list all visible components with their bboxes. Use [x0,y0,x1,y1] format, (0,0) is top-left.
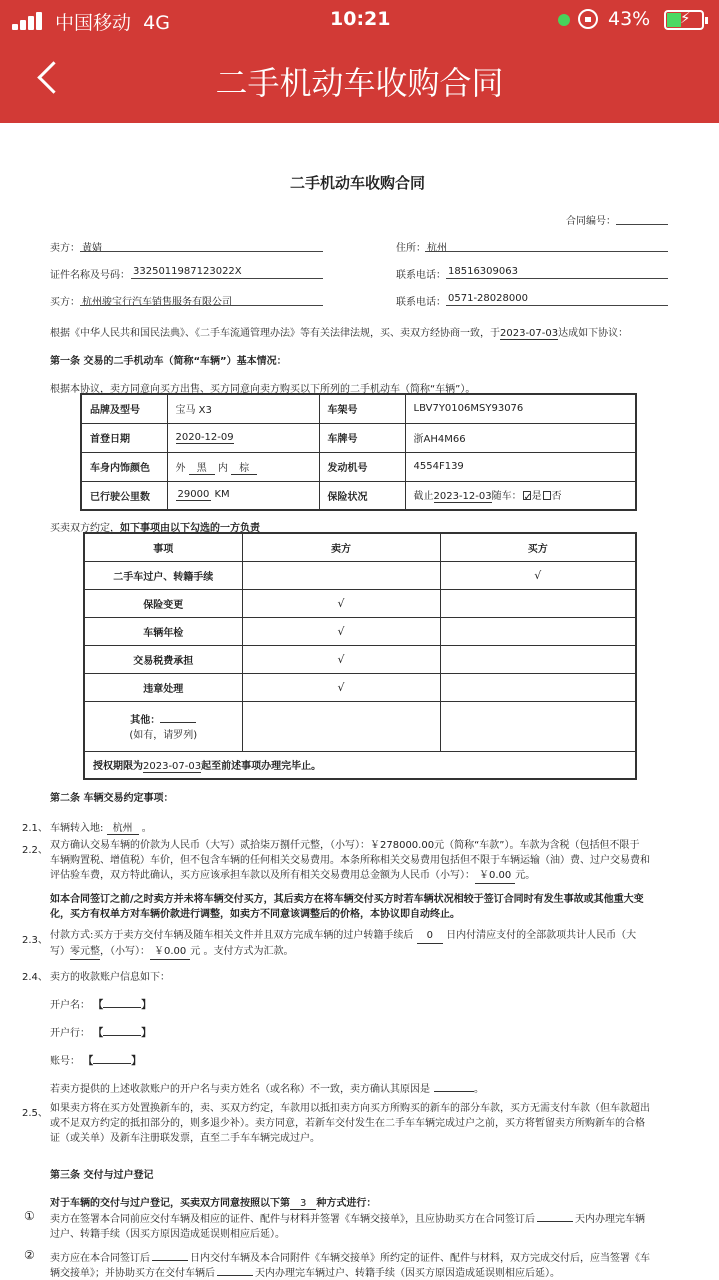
buyer-phone: 0571-28028000 [448,293,528,304]
article-2-title: 第二条 车辆交易约定事项： [50,793,174,804]
account-number-field: 账号： 【 】 [50,1056,142,1067]
account-note: 若卖方提供的上述收款账户的开户名与卖方姓名（或名称）不一致，卖方确认其原因是 。 [50,1084,484,1095]
clock: 10:21 [330,8,391,30]
signal-icon [12,12,48,30]
battery-percent: 43% [608,8,651,30]
account-bank-field: 开户行： 【 】 [50,1028,152,1039]
article-3-title: 第三条 交付与过户登记 [50,1170,154,1181]
clause-2-2: 双方确认交易车辆的价款为人民币（大写）贰拾柒万捌仟元整，（小写）：￥278000.00元（简称“车款”）。车款为含税（包括但不限于 车辆购置税、增值税）车价，但不包含车辆的任何相关交易费用。本条所称相关交易费用包括但不限于车辆运输（油）费、过户交易费和 评估验车费，双方特此确认，买方应该承担车款以及所有相关交易费用总金额为人民币（小写）： ￥0.00 元。 [50,838,650,884]
page-title: 二手机动车收购合同 [215,64,504,102]
id-label: 证件名称及号码： [50,270,130,281]
option-2: 卖方应在本合同签订后 日内交付车辆及本合同附件《车辆交接单》所约定的证件、配件与材料，双方完成交付后，应当签署《车 辆交接单》；并协助买方在交付车辆后 天内办理完车辆过户、转籍手续（因买方原因造成延误则相应后延）。 [50,1253,650,1279]
matters-table: 事项 卖方 买方 二手车过户、转籍手续 √ 保险变更 √ 车辆年检 √ 交易税费承担 √ 违章处理 √ 其他： (如有，请罗列) 授权期限为2023-07-03起至前述事项办理完毕止。 [83,532,637,780]
seller-label: 卖方： [50,243,80,254]
option-2-mark: ② [24,1248,35,1262]
clause-2-4: 卖方的收款账户信息如下： [50,972,170,983]
clause-2-1: 车辆转入地: 杭州 。 [50,819,152,835]
status-bar [0,8,719,34]
id-value: 3325011987123022X [133,266,242,277]
option-1: 卖方在签署本合同前应交付车辆及相应的证件、配件与材料并签署《车辆交接单》，且应协助买方在合同签订后 天内办理完车辆 过户、转籍手续（因买方原因造成延误则相应后延）。 [50,1214,645,1240]
article-1-desc: 根据本协议，卖方同意向买方出售、买方同意向卖方购买以下所列的二手机动车（简称“车辆”）。 [50,384,476,395]
article-1-title: 第一条 交易的二手机动车（简称“车辆”）基本情况： [50,356,287,367]
account-name-field: 开户名： 【 】 [50,1000,152,1011]
buyer-name: 杭州骏宝行汽车销售服务有限公司 [82,297,232,308]
contract-no-label: 合同编号： [566,216,616,227]
agree-text: 买卖双方约定，如下事项由以下勾选的一方负责 [50,523,260,534]
contract-document: 二手机动车收购合同 合同编号： 卖方： 黄婧 住所： 杭州 证件名称及号码： 3325011987123022X 联系电话： 18516309063 买方： 杭州骏宝行汽车销售服务有限公司 联系电话： 0571-28028000 根据《中华人民共和国民法典》、《二手车流通管理办法》等有关法律法规，买、卖双方经协商一致，于2023-07-03达成如下协议： 第一条 交易的二手机动车（简称“车辆”）基本情况： 根据本协议，卖方同意向买方出售、买方同意向卖方购买以下所列的二手机动车（简称“车辆”）。 品牌及型号 宝马 X3 车架号 LBV7Y0106MSY93076 首登日期 2020-12-09 车牌号 浙AH4M66 车身内饰颜色 外 黑 内 棕 发动机号 4554F139 已行驶公里数 29000 KM 保险状况 截止2023-12-03随车： ✓是 否 买卖双方约定，如下事项由以下勾选的一方负责 事项 卖方 买方 二手车过户、转籍手续 √ 保险变更 √ 车辆年检 √ 交易税费承担 √ 违章处理 √ 其他： (如有，请罗列) 授权期限为2023-07-03起至前述事项办理完毕止。 第二条 车辆交易约定事项： 2.1、 车辆转入地: 杭州 。 2.2、 双方确认交易车辆的价款为人民币（大写）贰拾柒万捌仟元整，（小写）：￥278000.00元（简称“车款”）。车款为含税（包括但不限于 车辆购置税、增值税）车价，但不包含车辆的任何相关交易费用。本条所称相关交易费用包括但不限于车辆运输（油）费、过户交易费和 评估验车费，双方特此确认，买方应该承担车款以及所有相关交易费用总金额为人民币（小写）： ￥0.00 元。 如本合同签订之前/之时卖方并未将车辆交付买方，其后卖方在将车辆交付买方时若车辆状况相较于签订合同时有发生事故或其他重大变 化，买方有权单方对车辆价款进行调整，如卖方不同意该调整后的价格，本协议即自动终止。 2.3、 付款方式:买方于卖方交付车辆及随车相关文件并且双方完成车辆的过户转籍手续后 0 日内付清应支付的全部款项共计人民币（大 写）零元整，（小写）： ￥0.00 元 。支付方式为汇款。 2.4、 卖方的收款账户信息如下： 开户名： 【 】 开户行： 【 】 账号： 【 】 若卖方提供的上述收款账户的开户名与卖方姓名（或名称）不一致，卖方确认其原因是 。 2.5、 如果卖方将在买方处置换新车的，卖、买双方约定，车款用以抵扣卖方向买方所购买的新车的部分车款，买方无需支付车款（但车款超出 或不足双方约定的抵扣部分的，则多退少补）。卖方同意，若新车交付发生在二手车车辆完成过户之前，买方将暂留卖方所购新车的合格 证（或关单）及新车注册联发票，直至二手车车辆完成过户。 第三条 交付与过户登记 对于车辆的交付与过户登记，买卖双方同意按照以下第 3 种方式进行： ① 卖方在签署本合同前应交付车辆及相应的证件、配件与材料并签署《车辆交接单》，且应协助买方在合同签订后 天内办理完车辆 过户、转籍手续（因买方原因造成延误则相应后延）。 ② 卖方应在本合同签订后 日内交付车辆及本合同附件《车辆交接单》所约定的证件、配件与材料，双方完成交付后，应当签署《车 辆交接单》；并协助买方在交付车辆后 天内办理完车辆过户、转籍手续（因买方原因造成延误则相应后延）。 [0,123,719,1280]
app-header [0,0,719,123]
seller-name: 黄婧 [82,243,102,254]
orientation-lock-icon [578,9,598,29]
option-1-mark: ① [24,1209,35,1223]
insurance-yes-checkbox[interactable]: ✓ [523,492,533,504]
battery-icon: ⚡ [664,10,704,30]
seller-phone-label: 联系电话： [396,270,446,281]
insurance-no-checkbox[interactable] [543,491,551,500]
doc-title: 二手机动车收购合同 [290,174,426,192]
clause-2-3: 付款方式:买方于卖方交付车辆及随车相关文件并且双方完成车辆的过户转籍手续后 0 日内付清应支付的全部款项共计人民币（大 写）零元整，（小写）： ￥0.00 元 。支付方式为汇款。 [50,928,636,960]
seller-phone: 18516309063 [448,266,518,277]
article-3-intro: 对于车辆的交付与过户登记，买卖双方同意按照以下第 3 种方式进行： [50,1198,377,1209]
buyer-phone-label: 联系电话： [396,297,446,308]
vehicle-info-table: 品牌及型号 宝马 X3 车架号 LBV7Y0106MSY93076 首登日期 2020-12-09 车牌号 浙AH4M66 车身内饰颜色 外 黑 内 棕 发动机号 4554F139 已行驶公里数 29000 KM 保险状况 截止2023-12-03随车： ✓是 否 [80,393,637,511]
clause-2-5: 如果卖方将在买方处置换新车的，卖、买双方约定，车款用以抵扣卖方向买方所购买的新车的部分车款，买方无需支付车款（但车款超出 或不足双方约定的抵扣部分的，则多退少补）。卖方同意，若新车交付发生在二手车车辆完成过户之前，买方将暂留卖方所购新车的合格 证（或关单）及新车注册联发票，直至二手车车辆完成过户。 [50,1103,650,1144]
address-label: 住所： [396,243,426,254]
address-value: 杭州 [427,243,447,254]
intro-text: 根据《中华人民共和国民法典》、《二手车流通管理办法》等有关法律法规，买、卖双方经协商一致，于2023-07-03达成如下协议： [50,328,629,339]
mic-indicator-icon [558,14,570,26]
carrier-label: 中国移动 4G [55,12,170,34]
price-adjust-clause: 如本合同签订之前/之时卖方并未将车辆交付买方，其后卖方在将车辆交付买方时若车辆状况相较于签订合同时有发生事故或其他重大变 化，买方有权单方对车辆价款进行调整，如卖方不同意该调整后的价格，本协议即自动终止。 [50,894,644,920]
buyer-label: 买方： [50,297,80,308]
